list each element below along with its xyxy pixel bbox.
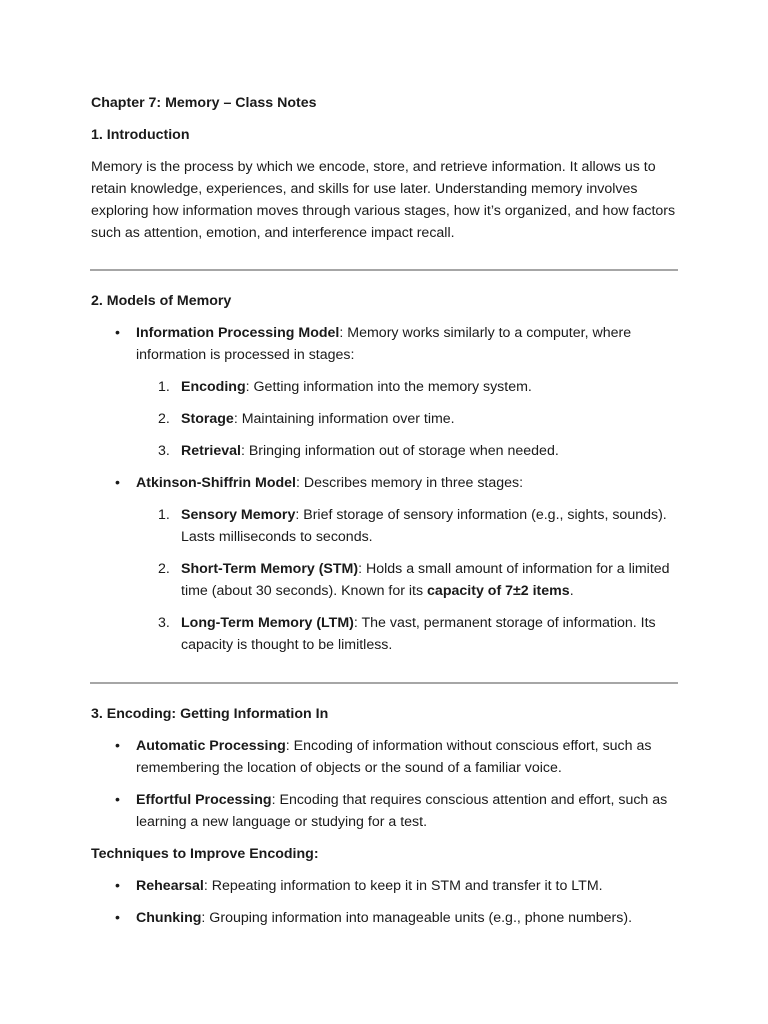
term: Atkinson-Shiffrin Model — [136, 475, 296, 491]
document-page — [91, 92, 681, 939]
description: : Bringing information out of storage when needed. — [240, 443, 559, 459]
section-3-heading: 3. Encoding: Getting Information In — [91, 706, 329, 722]
term: Rehearsal — [136, 878, 204, 894]
models-list — [91, 322, 681, 656]
list-item — [136, 504, 681, 548]
description: : Grouping information into manageable units (e.g., phone numbers). — [201, 910, 633, 926]
list-item-rehearsal — [91, 875, 681, 897]
item-number: 3. — [158, 615, 170, 631]
description: : Repeating information to keep it in STM and transfer it to LTM. — [203, 878, 603, 894]
list-item-atkinson-shiffrin-model — [91, 472, 681, 656]
description: : The vast, permanent storage of information. Its capacity is thought to be limitless. — [181, 615, 656, 653]
term: Chunking — [136, 910, 202, 926]
document-title: Chapter 7: Memory – Class Notes — [91, 95, 317, 111]
section-1-heading: 1. Introduction — [91, 127, 190, 143]
item-number: 3. — [158, 443, 170, 459]
list-item — [136, 612, 681, 656]
bullet-icon: • — [115, 910, 120, 926]
list-item — [136, 440, 681, 462]
list-item — [136, 376, 681, 398]
term: Effortful Processing — [136, 792, 272, 808]
term: Information Processing Model — [136, 325, 340, 341]
term: Short-Term Memory (STM) — [181, 561, 359, 577]
term: Retrieval — [181, 443, 241, 459]
term: Storage — [181, 411, 234, 427]
bullet-icon: • — [115, 792, 120, 808]
emphasis: capacity of 7±2 items — [427, 583, 570, 599]
description: : Getting information into the memory system. — [245, 379, 532, 395]
description: : Describes memory in three stages: — [296, 475, 524, 491]
description: : Maintaining information over time. — [233, 411, 455, 427]
list-item — [136, 558, 681, 602]
description: : Encoding of information without conscious effort, such as remembering the location of objects or the sound of a familiar voice. — [136, 738, 652, 776]
intro-paragraph: Memory is the process by which we encode, store, and retrieve information. It allows us to retain knowledge, experiences, and skills for use later. Understanding memory involves exploring how information moves through various stages, how it’s organized, and how factors such as attention, emotion, and interference impact recall. — [91, 159, 676, 241]
list-item — [136, 408, 681, 430]
section-divider-1 — [90, 269, 678, 271]
item-number: 2. — [158, 561, 170, 577]
list-item-effortful-processing — [91, 789, 681, 833]
description: : Holds a small amount of information for a limited time (about 30 seconds). Known for its — [181, 561, 670, 599]
list-item-chunking — [91, 907, 681, 929]
term: Long-Term Memory (LTM) — [181, 615, 354, 631]
bullet-icon: • — [115, 475, 120, 491]
bullet-icon: • — [115, 878, 120, 894]
section-2-heading: 2. Models of Memory — [91, 293, 232, 309]
section-divider-2 — [90, 682, 678, 684]
description: : Memory works similarly to a computer, where information is processed in stages: — [136, 325, 632, 363]
techniques-heading: Techniques to Improve Encoding: — [91, 846, 319, 862]
term: Sensory Memory — [181, 507, 296, 523]
item-number: 2. — [158, 411, 170, 427]
item-number: 1. — [158, 507, 170, 523]
bullet-icon: • — [115, 325, 120, 341]
description-end: . — [569, 583, 574, 599]
term: Automatic Processing — [136, 738, 286, 754]
ipm-stages-list — [136, 376, 681, 462]
item-number: 1. — [158, 379, 170, 395]
list-item-automatic-processing — [91, 735, 681, 779]
encoding-types-list — [91, 735, 681, 833]
bullet-icon: • — [115, 738, 120, 754]
term: Encoding — [181, 379, 246, 395]
techniques-list — [91, 875, 681, 929]
description: : Encoding that requires conscious attention and effort, such as learning a new language or studying for a test. — [136, 792, 668, 830]
description: : Brief storage of sensory information (e.g., sights, sounds). Lasts milliseconds to seconds. — [181, 507, 667, 545]
list-item-information-processing-model — [91, 322, 681, 462]
asm-stages-list — [136, 504, 681, 656]
